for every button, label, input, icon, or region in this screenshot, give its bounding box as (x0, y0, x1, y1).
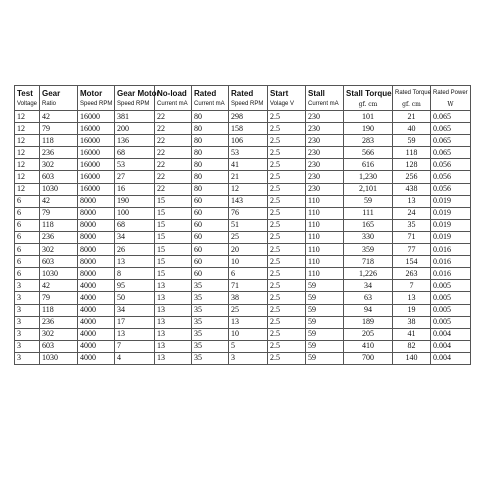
cell-rated-torque: 19 (393, 304, 431, 316)
cell-motor-speed: 16000 (78, 123, 115, 135)
cell-no-load-current: 15 (155, 207, 192, 219)
cell-stall-torque: 1,226 (344, 268, 393, 280)
cell-gear-ratio: 236 (40, 147, 78, 159)
cell-stall-current: 110 (306, 219, 344, 231)
header-motor-speed: Motor Speed RPM (78, 86, 115, 111)
cell-gear-ratio: 42 (40, 111, 78, 123)
cell-stall-torque: 165 (344, 219, 393, 231)
cell-gear-ratio: 42 (40, 195, 78, 207)
cell-gear-motor-speed: 4 (115, 352, 155, 364)
cell-rated-speed: 6 (229, 268, 268, 280)
cell-rated-speed: 143 (229, 195, 268, 207)
header-rated-current: Rated Current mA (192, 86, 229, 111)
table-row (15, 159, 471, 171)
cell-start-voltage: 2.5 (268, 159, 306, 171)
cell-stall-current: 230 (306, 171, 344, 183)
cell-motor-speed: 4000 (78, 328, 115, 340)
cell-test-voltage: 12 (15, 123, 40, 135)
cell-rated-current: 35 (192, 292, 229, 304)
cell-start-voltage: 2.5 (268, 316, 306, 328)
cell-rated-torque: 71 (393, 231, 431, 243)
cell-stall-torque: 718 (344, 256, 393, 268)
cell-gear-motor-speed: 200 (115, 123, 155, 135)
cell-test-voltage: 12 (15, 135, 40, 147)
cell-stall-torque: 566 (344, 147, 393, 159)
cell-rated-torque: 263 (393, 268, 431, 280)
cell-stall-torque: 189 (344, 316, 393, 328)
cell-motor-speed: 8000 (78, 207, 115, 219)
cell-start-voltage: 2.5 (268, 292, 306, 304)
cell-rated-speed: 41 (229, 159, 268, 171)
cell-rated-current: 60 (192, 195, 229, 207)
cell-rated-power: 0.005 (431, 304, 471, 316)
cell-rated-torque: 118 (393, 147, 431, 159)
cell-no-load-current: 13 (155, 352, 192, 364)
cell-stall-torque: 700 (344, 352, 393, 364)
cell-rated-torque: 40 (393, 123, 431, 135)
table-row (15, 268, 471, 280)
table-row (15, 328, 471, 340)
table-row (15, 256, 471, 268)
cell-no-load-current: 15 (155, 244, 192, 256)
table-row (15, 316, 471, 328)
cell-start-voltage: 2.5 (268, 207, 306, 219)
cell-rated-current: 35 (192, 328, 229, 340)
cell-rated-power: 0.016 (431, 256, 471, 268)
cell-test-voltage: 3 (15, 340, 40, 352)
cell-no-load-current: 22 (155, 171, 192, 183)
cell-no-load-current: 13 (155, 304, 192, 316)
cell-no-load-current: 13 (155, 316, 192, 328)
header-stall-torque: Stall Torque gf. cm (344, 86, 393, 111)
cell-rated-speed: 51 (229, 219, 268, 231)
cell-no-load-current: 15 (155, 256, 192, 268)
cell-gear-motor-speed: 16 (115, 183, 155, 195)
table-row (15, 135, 471, 147)
cell-stall-current: 59 (306, 280, 344, 292)
cell-gear-ratio: 79 (40, 292, 78, 304)
cell-stall-torque: 359 (344, 244, 393, 256)
cell-rated-power: 0.056 (431, 183, 471, 195)
cell-test-voltage: 6 (15, 244, 40, 256)
cell-rated-torque: 77 (393, 244, 431, 256)
cell-stall-current: 59 (306, 340, 344, 352)
cell-gear-ratio: 118 (40, 135, 78, 147)
cell-rated-current: 80 (192, 111, 229, 123)
cell-rated-power: 0.004 (431, 328, 471, 340)
table-row (15, 352, 471, 364)
cell-rated-power: 0.065 (431, 135, 471, 147)
cell-rated-power: 0.056 (431, 171, 471, 183)
cell-stall-torque: 330 (344, 231, 393, 243)
cell-rated-speed: 25 (229, 231, 268, 243)
cell-rated-current: 35 (192, 280, 229, 292)
cell-rated-torque: 24 (393, 207, 431, 219)
cell-rated-torque: 128 (393, 159, 431, 171)
cell-no-load-current: 22 (155, 159, 192, 171)
header-stall-current: Stall Current mA (306, 86, 344, 111)
cell-test-voltage: 6 (15, 268, 40, 280)
cell-stall-torque: 190 (344, 123, 393, 135)
cell-gear-ratio: 302 (40, 244, 78, 256)
cell-stall-current: 110 (306, 231, 344, 243)
cell-motor-speed: 4000 (78, 280, 115, 292)
cell-rated-current: 80 (192, 123, 229, 135)
cell-rated-current: 60 (192, 256, 229, 268)
cell-motor-speed: 8000 (78, 219, 115, 231)
cell-start-voltage: 2.5 (268, 340, 306, 352)
cell-rated-speed: 10 (229, 328, 268, 340)
cell-rated-speed: 38 (229, 292, 268, 304)
cell-start-voltage: 2.5 (268, 231, 306, 243)
cell-stall-current: 110 (306, 268, 344, 280)
cell-rated-current: 60 (192, 268, 229, 280)
cell-test-voltage: 12 (15, 147, 40, 159)
cell-gear-ratio: 302 (40, 159, 78, 171)
cell-rated-speed: 12 (229, 183, 268, 195)
cell-stall-current: 110 (306, 244, 344, 256)
cell-rated-speed: 298 (229, 111, 268, 123)
header-rated-speed: Rated Speed RPM (229, 86, 268, 111)
cell-no-load-current: 15 (155, 231, 192, 243)
cell-rated-power: 0.065 (431, 123, 471, 135)
cell-stall-current: 110 (306, 195, 344, 207)
cell-rated-speed: 71 (229, 280, 268, 292)
cell-rated-torque: 256 (393, 171, 431, 183)
cell-rated-speed: 76 (229, 207, 268, 219)
cell-motor-speed: 8000 (78, 256, 115, 268)
cell-stall-torque: 410 (344, 340, 393, 352)
cell-rated-power: 0.019 (431, 207, 471, 219)
cell-start-voltage: 2.5 (268, 111, 306, 123)
cell-rated-speed: 10 (229, 256, 268, 268)
cell-motor-speed: 16000 (78, 111, 115, 123)
cell-gear-motor-speed: 13 (115, 256, 155, 268)
cell-rated-speed: 53 (229, 147, 268, 159)
cell-stall-current: 59 (306, 304, 344, 316)
cell-no-load-current: 13 (155, 280, 192, 292)
table-row (15, 304, 471, 316)
cell-rated-current: 60 (192, 219, 229, 231)
cell-test-voltage: 6 (15, 231, 40, 243)
cell-gear-ratio: 42 (40, 280, 78, 292)
cell-stall-torque: 63 (344, 292, 393, 304)
cell-gear-motor-speed: 100 (115, 207, 155, 219)
cell-gear-motor-speed: 136 (115, 135, 155, 147)
cell-test-voltage: 12 (15, 159, 40, 171)
cell-rated-power: 0.005 (431, 280, 471, 292)
table-row (15, 244, 471, 256)
table-row (15, 123, 471, 135)
table-body (15, 111, 471, 365)
cell-rated-torque: 41 (393, 328, 431, 340)
cell-stall-torque: 94 (344, 304, 393, 316)
cell-gear-motor-speed: 13 (115, 328, 155, 340)
cell-gear-motor-speed: 7 (115, 340, 155, 352)
cell-stall-torque: 59 (344, 195, 393, 207)
cell-gear-motor-speed: 190 (115, 195, 155, 207)
cell-rated-speed: 3 (229, 352, 268, 364)
cell-test-voltage: 12 (15, 183, 40, 195)
cell-gear-motor-speed: 95 (115, 280, 155, 292)
cell-gear-motor-speed: 50 (115, 292, 155, 304)
cell-no-load-current: 22 (155, 135, 192, 147)
cell-rated-power: 0.016 (431, 268, 471, 280)
cell-stall-current: 230 (306, 135, 344, 147)
cell-rated-power: 0.019 (431, 219, 471, 231)
table-row (15, 183, 471, 195)
cell-rated-speed: 106 (229, 135, 268, 147)
cell-test-voltage: 6 (15, 256, 40, 268)
cell-rated-current: 80 (192, 159, 229, 171)
cell-motor-speed: 8000 (78, 268, 115, 280)
cell-rated-speed: 20 (229, 244, 268, 256)
cell-gear-ratio: 236 (40, 316, 78, 328)
cell-rated-power: 0.004 (431, 340, 471, 352)
cell-motor-speed: 4000 (78, 316, 115, 328)
cell-rated-current: 80 (192, 183, 229, 195)
cell-gear-motor-speed: 8 (115, 268, 155, 280)
cell-motor-speed: 8000 (78, 244, 115, 256)
cell-rated-speed: 21 (229, 171, 268, 183)
cell-motor-speed: 16000 (78, 171, 115, 183)
header-row (15, 86, 471, 111)
cell-motor-speed: 4000 (78, 352, 115, 364)
cell-stall-torque: 283 (344, 135, 393, 147)
cell-gear-ratio: 603 (40, 256, 78, 268)
cell-gear-motor-speed: 68 (115, 219, 155, 231)
cell-stall-current: 110 (306, 207, 344, 219)
cell-stall-torque: 2,101 (344, 183, 393, 195)
header-gear-ratio: Gear Ratio (40, 86, 78, 111)
cell-stall-current: 59 (306, 352, 344, 364)
cell-test-voltage: 3 (15, 328, 40, 340)
cell-rated-torque: 438 (393, 183, 431, 195)
cell-rated-current: 35 (192, 340, 229, 352)
cell-rated-torque: 59 (393, 135, 431, 147)
cell-test-voltage: 6 (15, 219, 40, 231)
cell-rated-current: 60 (192, 231, 229, 243)
cell-rated-current: 35 (192, 316, 229, 328)
cell-gear-ratio: 1030 (40, 352, 78, 364)
cell-gear-ratio: 1030 (40, 268, 78, 280)
cell-gear-motor-speed: 27 (115, 171, 155, 183)
cell-gear-ratio: 603 (40, 171, 78, 183)
cell-rated-speed: 13 (229, 316, 268, 328)
header-no-load-current: No-load Current mA (155, 86, 192, 111)
cell-stall-torque: 1,230 (344, 171, 393, 183)
cell-stall-torque: 205 (344, 328, 393, 340)
cell-no-load-current: 15 (155, 268, 192, 280)
header-rated-torque: Rated Torque gf. cm (393, 86, 431, 111)
header-test-voltage: Test Voltage (15, 86, 40, 111)
cell-gear-motor-speed: 53 (115, 159, 155, 171)
cell-gear-motor-speed: 34 (115, 231, 155, 243)
cell-no-load-current: 22 (155, 183, 192, 195)
table-row (15, 207, 471, 219)
table-row (15, 219, 471, 231)
table-row (15, 195, 471, 207)
cell-rated-power: 0.005 (431, 316, 471, 328)
header-rated-power: Rated Power W (431, 86, 471, 111)
cell-stall-current: 230 (306, 111, 344, 123)
cell-test-voltage: 3 (15, 352, 40, 364)
cell-rated-current: 60 (192, 207, 229, 219)
cell-no-load-current: 13 (155, 340, 192, 352)
cell-test-voltage: 6 (15, 207, 40, 219)
cell-rated-torque: 13 (393, 292, 431, 304)
cell-motor-speed: 8000 (78, 195, 115, 207)
cell-rated-speed: 5 (229, 340, 268, 352)
cell-motor-speed: 8000 (78, 231, 115, 243)
cell-gear-ratio: 79 (40, 207, 78, 219)
cell-test-voltage: 3 (15, 304, 40, 316)
table-row (15, 280, 471, 292)
cell-rated-power: 0.019 (431, 195, 471, 207)
cell-rated-speed: 158 (229, 123, 268, 135)
cell-gear-ratio: 79 (40, 123, 78, 135)
cell-rated-power: 0.065 (431, 147, 471, 159)
cell-gear-motor-speed: 68 (115, 147, 155, 159)
motor-spec-table (14, 85, 471, 365)
header-start-voltage: Start Volage V (268, 86, 306, 111)
cell-motor-speed: 16000 (78, 135, 115, 147)
cell-rated-power: 0.065 (431, 111, 471, 123)
cell-stall-current: 230 (306, 159, 344, 171)
cell-test-voltage: 12 (15, 171, 40, 183)
cell-test-voltage: 3 (15, 280, 40, 292)
cell-no-load-current: 15 (155, 195, 192, 207)
cell-no-load-current: 15 (155, 219, 192, 231)
table-row (15, 111, 471, 123)
cell-start-voltage: 2.5 (268, 304, 306, 316)
table-row (15, 231, 471, 243)
cell-stall-current: 230 (306, 183, 344, 195)
cell-rated-current: 35 (192, 304, 229, 316)
cell-start-voltage: 2.5 (268, 256, 306, 268)
cell-stall-torque: 101 (344, 111, 393, 123)
cell-gear-ratio: 236 (40, 231, 78, 243)
cell-stall-torque: 111 (344, 207, 393, 219)
cell-gear-motor-speed: 17 (115, 316, 155, 328)
cell-start-voltage: 2.5 (268, 352, 306, 364)
cell-rated-torque: 35 (393, 219, 431, 231)
header-gear-motor-speed: Gear Motor Speed RPM (115, 86, 155, 111)
cell-rated-torque: 7 (393, 280, 431, 292)
cell-rated-torque: 140 (393, 352, 431, 364)
cell-gear-ratio: 118 (40, 304, 78, 316)
cell-gear-ratio: 118 (40, 219, 78, 231)
cell-motor-speed: 16000 (78, 183, 115, 195)
cell-rated-torque: 13 (393, 195, 431, 207)
cell-start-voltage: 2.5 (268, 147, 306, 159)
cell-rated-current: 80 (192, 147, 229, 159)
table-row (15, 147, 471, 159)
table-row (15, 340, 471, 352)
cell-no-load-current: 22 (155, 123, 192, 135)
cell-gear-motor-speed: 34 (115, 304, 155, 316)
cell-rated-torque: 38 (393, 316, 431, 328)
cell-start-voltage: 2.5 (268, 171, 306, 183)
cell-rated-power: 0.019 (431, 231, 471, 243)
cell-no-load-current: 22 (155, 111, 192, 123)
cell-stall-current: 59 (306, 316, 344, 328)
cell-stall-torque: 34 (344, 280, 393, 292)
cell-rated-current: 35 (192, 352, 229, 364)
cell-test-voltage: 3 (15, 292, 40, 304)
cell-stall-current: 110 (306, 256, 344, 268)
cell-rated-torque: 154 (393, 256, 431, 268)
cell-rated-torque: 82 (393, 340, 431, 352)
cell-rated-torque: 21 (393, 111, 431, 123)
cell-start-voltage: 2.5 (268, 268, 306, 280)
cell-motor-speed: 16000 (78, 147, 115, 159)
cell-motor-speed: 4000 (78, 304, 115, 316)
cell-rated-power: 0.005 (431, 292, 471, 304)
cell-start-voltage: 2.5 (268, 280, 306, 292)
cell-stall-current: 59 (306, 292, 344, 304)
cell-stall-current: 230 (306, 147, 344, 159)
cell-test-voltage: 12 (15, 111, 40, 123)
cell-start-voltage: 2.5 (268, 219, 306, 231)
cell-rated-current: 80 (192, 171, 229, 183)
cell-start-voltage: 2.5 (268, 328, 306, 340)
cell-rated-speed: 25 (229, 304, 268, 316)
cell-start-voltage: 2.5 (268, 183, 306, 195)
table-row (15, 292, 471, 304)
cell-start-voltage: 2.5 (268, 135, 306, 147)
cell-motor-speed: 16000 (78, 159, 115, 171)
cell-start-voltage: 2.5 (268, 123, 306, 135)
cell-no-load-current: 22 (155, 147, 192, 159)
cell-rated-power: 0.004 (431, 352, 471, 364)
cell-no-load-current: 13 (155, 292, 192, 304)
cell-start-voltage: 2.5 (268, 195, 306, 207)
cell-motor-speed: 4000 (78, 340, 115, 352)
cell-stall-torque: 616 (344, 159, 393, 171)
cell-gear-motor-speed: 26 (115, 244, 155, 256)
cell-test-voltage: 3 (15, 316, 40, 328)
cell-stall-current: 230 (306, 123, 344, 135)
cell-gear-ratio: 603 (40, 340, 78, 352)
cell-rated-current: 80 (192, 135, 229, 147)
cell-stall-current: 59 (306, 328, 344, 340)
table-row (15, 171, 471, 183)
cell-rated-power: 0.016 (431, 244, 471, 256)
cell-rated-current: 60 (192, 244, 229, 256)
cell-gear-motor-speed: 381 (115, 111, 155, 123)
cell-gear-ratio: 302 (40, 328, 78, 340)
cell-motor-speed: 4000 (78, 292, 115, 304)
cell-test-voltage: 6 (15, 195, 40, 207)
cell-rated-power: 0.056 (431, 159, 471, 171)
cell-start-voltage: 2.5 (268, 244, 306, 256)
cell-no-load-current: 13 (155, 328, 192, 340)
cell-gear-ratio: 1030 (40, 183, 78, 195)
